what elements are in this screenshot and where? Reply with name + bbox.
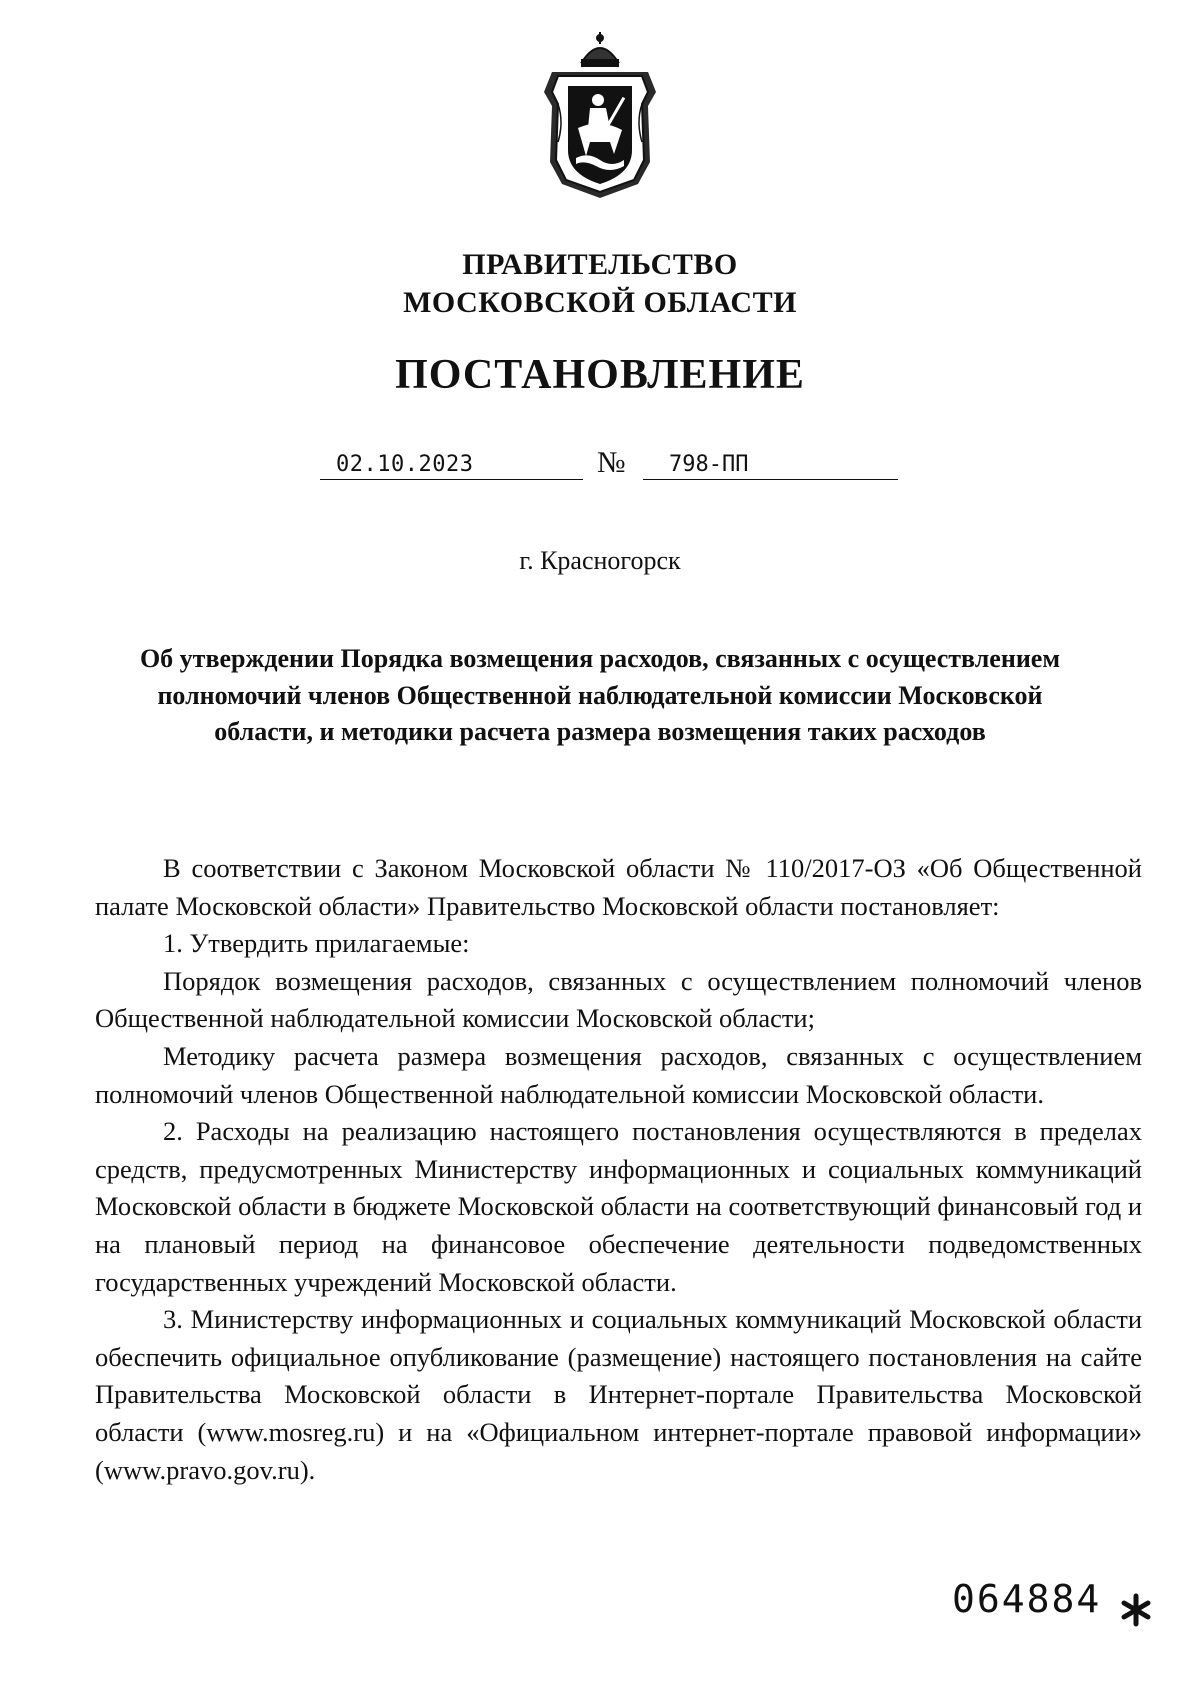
body-paragraph: Методику расчета размера возмещения расходов, связанных с осуществлением полномочий членов Общественной наблюдательной комиссии Московской области.: [95, 1040, 1142, 1109]
government-title-line2: МОСКОВСКОЙ ОБЛАСТИ: [403, 286, 797, 319]
number-value: 798-ПП: [669, 452, 749, 477]
asterisk-icon: [1116, 1590, 1156, 1630]
date-field: [320, 449, 583, 480]
document-type-title: ПОСТАНОВЛЕНИЕ: [395, 352, 805, 398]
body-paragraph: В соответствии с Законом Московской области № 110/2017-ОЗ «Об Общественной палате Московской области» Правительство Московской области постановляет:: [95, 853, 1142, 921]
document-body: [95, 850, 1142, 1489]
coat-of-arms-emblem: [538, 32, 662, 200]
body-paragraph: Порядок возмещения расходов, связанных с осуществлением полномочий членов Общественной наблюдательной комиссии Московской области;: [95, 965, 1142, 1034]
number-field: [643, 449, 898, 480]
date-value: 02.10.2023: [336, 452, 474, 477]
number-sign: №: [597, 446, 626, 479]
body-paragraph: 3. Министерству информационных и социальных коммуникаций Московской области обеспечить официальное опубликование (размещение) настоящего постановления на сайте Правительства Московской области в Интернет-портале Правительства Московской области (www.mosreg.ru) и на «Официальном интернет-портале правовой информации» (www.pravo.gov.ru).: [95, 1304, 1142, 1485]
document-subject: Об утверждении Порядка возмещения расходов, связанных с осуществлением полномочий членов Общественной наблюдательной комиссии Московской области, и методики расчета размера возмещения таких расходов: [139, 644, 1061, 746]
serial-number: 064884: [952, 1577, 1102, 1621]
city-line: г. Красногорск: [519, 546, 681, 575]
date-number-row: [0, 447, 1200, 487]
body-paragraph: 2. Расходы на реализацию настоящего постановления осуществляются в пределах средств, предусмотренных Министерству информационных и социальных коммуникаций Московской области в бюджете Московской области на соответствующий финансовый год и на плановый период на финансовое обеспечение деятельности подведомственных государственных учреждений Московской области.: [95, 1116, 1142, 1297]
government-title-line1: ПРАВИТЕЛЬСТВО: [462, 248, 738, 281]
body-paragraph: 1. Утвердить прилагаемые:: [163, 928, 470, 959]
